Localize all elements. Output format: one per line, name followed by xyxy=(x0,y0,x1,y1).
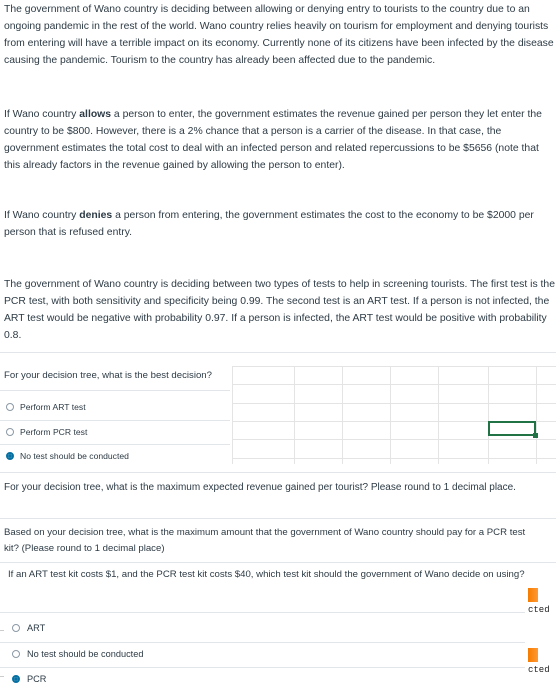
option-label: ART xyxy=(27,623,46,633)
q4-option-pcr[interactable] xyxy=(0,667,525,691)
radio-button-selected[interactable] xyxy=(6,452,14,460)
option-label: Perform PCR test xyxy=(20,427,88,437)
p3-rest: a person from entering, the government estimates the cost to the economy to be $2000 per person that is refused entry. xyxy=(4,210,534,238)
selected-cell[interactable] xyxy=(488,421,536,436)
orange-marker xyxy=(528,648,538,662)
divider xyxy=(0,472,556,473)
denies-emphasis: denies xyxy=(79,210,113,221)
q1-prompt: For your decision tree, what is the best decision? xyxy=(4,370,212,381)
orange-marker xyxy=(528,588,538,602)
p2-rest: a person to enter, the government estimates the revenue gained per person they let enter the country to be $800. However, there is a 2% chance that a person is a carrier of the disease. In that case, the government estimates the total cost to deal with an infected person and related repercussions to be $5656 (note that this already factors in the revenue gained by allowing the person to enter). xyxy=(4,109,542,171)
radio-button[interactable] xyxy=(12,650,20,658)
intro-paragraph-2 xyxy=(4,106,556,174)
q3-prompt: Based on your decision tree, what is the maximum amount that the government of Wano country should pay for a PCR test kit? (Please round to 1 decimal place) xyxy=(4,527,526,554)
clipped-text: cted xyxy=(528,605,550,615)
divider xyxy=(0,420,230,421)
allows-emphasis: allows xyxy=(79,109,112,120)
left-edge-tick xyxy=(0,630,4,631)
spreadsheet-grid xyxy=(232,366,556,464)
left-edge-tick xyxy=(0,676,4,677)
q1-option-pcr[interactable] xyxy=(6,427,87,437)
divider xyxy=(0,352,556,353)
intro-paragraph-1: The government of Wano country is deciding between allowing or denying entry to tourists to the country due to an ongoing pandemic in the rest of the world. Wano country relies heavily on tourism for employment and denying tourists from entering will have a terrible impact on its economy. Currently none of its citizens have been infected by the disease causing the pandemic. Tourism to the country has already been affected due to the pandemic. xyxy=(4,4,554,66)
q1-option-art[interactable] xyxy=(6,402,86,412)
intro-paragraph-4: The government of Wano country is deciding between two types of tests to help in screening tourists. The first test is the PCR test, with both sensitivity and specificity being 0.99. The second test is an ART test. If a person is not infected, the ART test would be negative with probability 0.97. If a person is infected, the ART test would be positive with probability 0.8. xyxy=(4,279,555,341)
q2-prompt: For your decision tree, what is the maximum expected revenue gained per tourist? Please round to 1 decimal place. xyxy=(4,482,516,493)
intro-paragraph-3 xyxy=(4,207,556,241)
option-label: No test should be conducted xyxy=(27,649,144,659)
option-label: Perform ART test xyxy=(20,402,86,412)
radio-button[interactable] xyxy=(12,624,20,632)
option-label: PCR xyxy=(27,674,47,684)
divider xyxy=(0,562,556,563)
p3-lead: If Wano country xyxy=(4,210,80,221)
q4-prompt: If an ART test kit costs $1, and the PCR test kit costs $40, which test kit should the government of Wano decide on using? xyxy=(8,569,525,580)
divider xyxy=(0,518,556,519)
divider xyxy=(0,390,230,391)
clipped-text: cted xyxy=(528,665,550,675)
radio-button-selected[interactable] xyxy=(12,675,20,683)
q4-option-no-test[interactable] xyxy=(0,642,525,666)
q4-option-art[interactable] xyxy=(0,616,525,640)
p2-lead: If Wano country xyxy=(4,109,80,120)
option-label: No test should be conducted xyxy=(20,451,129,461)
radio-button[interactable] xyxy=(6,403,14,411)
divider xyxy=(0,612,525,613)
q1-option-no-test[interactable] xyxy=(6,451,129,461)
divider xyxy=(0,444,230,445)
radio-button[interactable] xyxy=(6,428,14,436)
